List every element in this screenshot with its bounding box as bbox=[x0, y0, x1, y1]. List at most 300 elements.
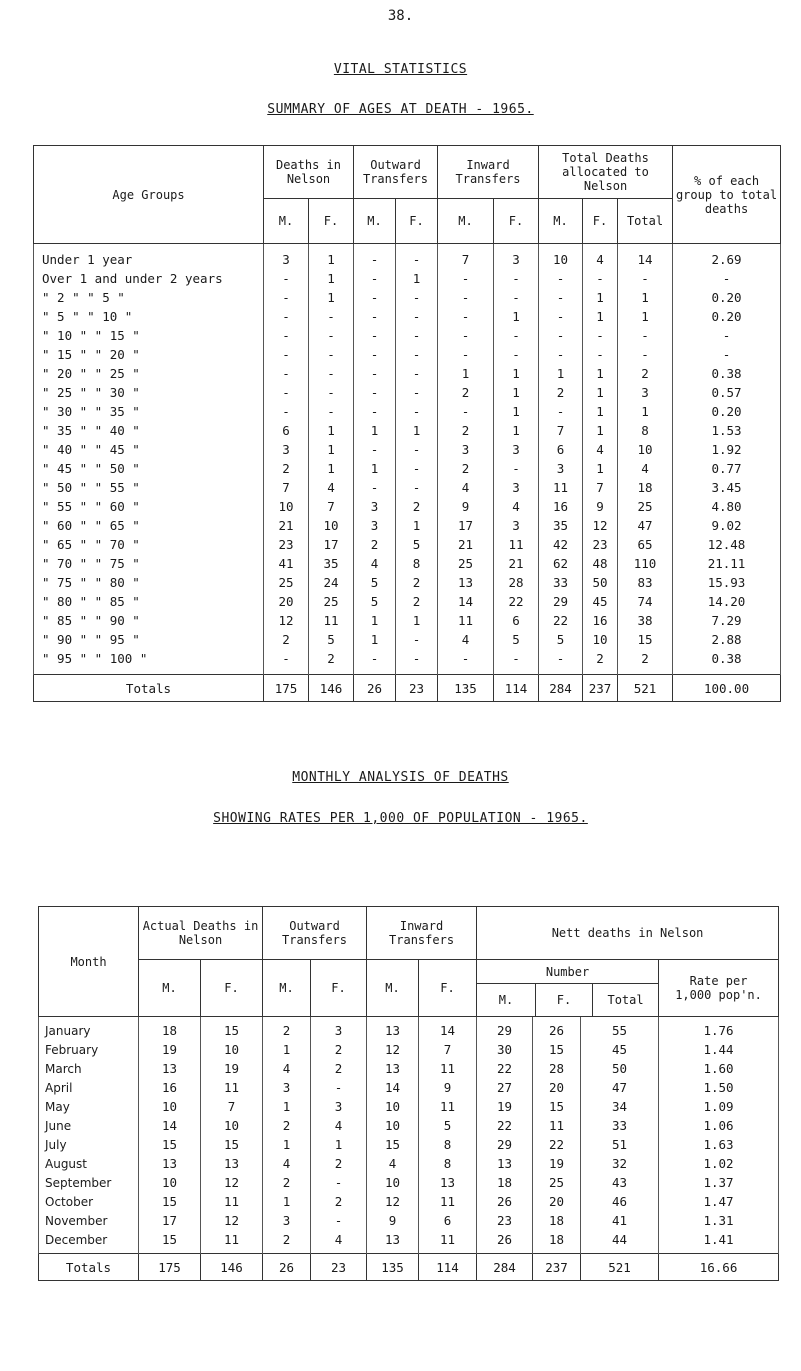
table-row bbox=[34, 288, 781, 307]
table-row bbox=[34, 364, 781, 383]
table-cell: 15 bbox=[533, 1040, 581, 1059]
table-cell: 1.76 bbox=[659, 1017, 779, 1041]
table-cell: 2 bbox=[309, 649, 354, 675]
table-cell: 2 bbox=[396, 497, 438, 516]
table-cell: 1.47 bbox=[659, 1192, 779, 1211]
table-cell: 2 bbox=[438, 459, 494, 478]
col-f: F. bbox=[419, 960, 477, 1017]
row-label: " 25 " " 30 " bbox=[34, 383, 264, 402]
table-cell: 12 bbox=[201, 1211, 263, 1230]
nett-deaths-header: Nett deaths in Nelson bbox=[477, 907, 779, 960]
table-cell: 3 bbox=[539, 459, 583, 478]
table-cell: 3 bbox=[354, 497, 396, 516]
table-cell: 12.48 bbox=[673, 535, 781, 554]
table-cell: 4 bbox=[311, 1116, 367, 1135]
totals-cell: 100.00 bbox=[673, 675, 781, 702]
table-cell: 1 bbox=[583, 307, 618, 326]
table-cell: 7 bbox=[438, 244, 494, 270]
table-cell: - bbox=[309, 402, 354, 421]
table-row bbox=[34, 554, 781, 573]
totals-cell: 26 bbox=[354, 675, 396, 702]
table-cell: 16 bbox=[539, 497, 583, 516]
age-table-body bbox=[34, 244, 781, 702]
table-cell: 1.31 bbox=[659, 1211, 779, 1230]
table-cell: 2 bbox=[311, 1040, 367, 1059]
row-label: Over 1 and under 2 years bbox=[34, 269, 264, 288]
table-cell: 16 bbox=[583, 611, 618, 630]
table-cell: - bbox=[539, 345, 583, 364]
table-cell: 3 bbox=[494, 478, 539, 497]
table-cell: 15 bbox=[533, 1097, 581, 1116]
table-cell: 11 bbox=[438, 611, 494, 630]
actual-deaths-header: Actual Deaths in Nelson bbox=[139, 907, 263, 960]
table-cell: 3 bbox=[263, 1211, 311, 1230]
table-cell: 12 bbox=[583, 516, 618, 535]
monthly-subtitle-text: MONTHLY ANALYSIS OF DEATHS bbox=[292, 770, 509, 785]
totals-cell: 284 bbox=[477, 1254, 533, 1281]
table-cell: 13 bbox=[367, 1230, 419, 1254]
table-cell: - bbox=[264, 288, 309, 307]
table-cell: 9.02 bbox=[673, 516, 781, 535]
table-cell: 1 bbox=[309, 269, 354, 288]
table-cell: - bbox=[673, 345, 781, 364]
col-f: F. bbox=[309, 199, 354, 244]
table-cell: - bbox=[618, 345, 673, 364]
totals-cell: 237 bbox=[583, 675, 618, 702]
table-row bbox=[34, 440, 781, 459]
table-cell: - bbox=[618, 326, 673, 345]
table-cell: - bbox=[354, 345, 396, 364]
table-cell: 0.20 bbox=[673, 307, 781, 326]
table-cell: 1 bbox=[263, 1040, 311, 1059]
table-cell: 11 bbox=[201, 1078, 263, 1097]
table-cell: 0.20 bbox=[673, 288, 781, 307]
totals-row bbox=[39, 1254, 779, 1281]
table-cell: - bbox=[354, 649, 396, 675]
table-cell: 47 bbox=[618, 516, 673, 535]
table-cell: 2 bbox=[583, 649, 618, 675]
table-row bbox=[39, 1173, 779, 1192]
table-row bbox=[34, 630, 781, 649]
table-cell: - bbox=[438, 326, 494, 345]
table-cell: 29 bbox=[477, 1017, 533, 1041]
table-cell: 9 bbox=[419, 1078, 477, 1097]
table-cell: 14.20 bbox=[673, 592, 781, 611]
table-row bbox=[39, 1097, 779, 1116]
table-cell: 1.50 bbox=[659, 1078, 779, 1097]
table-cell: 42 bbox=[539, 535, 583, 554]
table-cell: 5 bbox=[539, 630, 583, 649]
table-cell: 14 bbox=[618, 244, 673, 270]
table-cell: - bbox=[264, 364, 309, 383]
table-cell: 6 bbox=[264, 421, 309, 440]
table-cell: 9 bbox=[438, 497, 494, 516]
table-cell: - bbox=[396, 630, 438, 649]
row-label: March bbox=[39, 1059, 139, 1078]
table-cell: 1 bbox=[311, 1135, 367, 1154]
table-cell: 7 bbox=[309, 497, 354, 516]
table-cell: - bbox=[264, 383, 309, 402]
row-label: " 10 " " 15 " bbox=[34, 326, 264, 345]
table-cell: 15 bbox=[139, 1192, 201, 1211]
table-cell: 14 bbox=[419, 1017, 477, 1041]
table-cell: 10 bbox=[367, 1116, 419, 1135]
table-cell: 3 bbox=[263, 1078, 311, 1097]
table-cell: - bbox=[264, 307, 309, 326]
table-cell: 18 bbox=[477, 1173, 533, 1192]
table-cell: - bbox=[396, 402, 438, 421]
table-row bbox=[34, 383, 781, 402]
table-row bbox=[34, 611, 781, 630]
table-cell: 8 bbox=[419, 1154, 477, 1173]
table-cell: - bbox=[354, 383, 396, 402]
percent-group-header: % of each group to total deaths bbox=[673, 146, 781, 244]
row-label: September bbox=[39, 1173, 139, 1192]
monthly-analysis-table bbox=[38, 906, 779, 1281]
table-cell: 15 bbox=[367, 1135, 419, 1154]
table-cell: - bbox=[673, 269, 781, 288]
table-cell: 10 bbox=[201, 1116, 263, 1135]
table-cell: 2.88 bbox=[673, 630, 781, 649]
row-label: " 85 " " 90 " bbox=[34, 611, 264, 630]
table-cell: 28 bbox=[533, 1059, 581, 1078]
table-cell: 4 bbox=[309, 478, 354, 497]
table-cell: 11 bbox=[309, 611, 354, 630]
totals-cell: 114 bbox=[494, 675, 539, 702]
row-label: " 5 " " 10 " bbox=[34, 307, 264, 326]
table-row bbox=[34, 459, 781, 478]
table-row bbox=[34, 535, 781, 554]
table-cell: 21 bbox=[438, 535, 494, 554]
totals-cell: 175 bbox=[139, 1254, 201, 1281]
table-cell: 10 bbox=[583, 630, 618, 649]
row-label: " 95 " " 100 " bbox=[34, 649, 264, 675]
table-cell: 8 bbox=[396, 554, 438, 573]
table-cell: 23 bbox=[264, 535, 309, 554]
age-groups-header: Age Groups bbox=[34, 146, 264, 244]
table-cell: 12 bbox=[367, 1192, 419, 1211]
table-cell: - bbox=[539, 269, 583, 288]
table-cell: 2 bbox=[618, 649, 673, 675]
table-cell: 18 bbox=[618, 478, 673, 497]
table-row bbox=[34, 649, 781, 675]
table-cell: 1 bbox=[583, 459, 618, 478]
row-label: " 30 " " 35 " bbox=[34, 402, 264, 421]
table-cell: - bbox=[264, 345, 309, 364]
table-cell: 33 bbox=[581, 1116, 659, 1135]
row-label: August bbox=[39, 1154, 139, 1173]
table-cell: 55 bbox=[581, 1017, 659, 1041]
table-row bbox=[34, 326, 781, 345]
row-label: " 60 " " 65 " bbox=[34, 516, 264, 535]
totals-cell: 26 bbox=[263, 1254, 311, 1281]
table-cell: - bbox=[396, 326, 438, 345]
table-cell: 17 bbox=[438, 516, 494, 535]
table-cell: 2.69 bbox=[673, 244, 781, 270]
table-cell: 3 bbox=[494, 244, 539, 270]
table-cell: - bbox=[438, 345, 494, 364]
table-cell: 26 bbox=[477, 1192, 533, 1211]
table-cell: - bbox=[396, 244, 438, 270]
table-cell: 10 bbox=[139, 1173, 201, 1192]
table-cell: 1 bbox=[396, 269, 438, 288]
table-cell: 17 bbox=[309, 535, 354, 554]
table-cell: 5 bbox=[354, 592, 396, 611]
totals-cell: 23 bbox=[311, 1254, 367, 1281]
table-cell: 4 bbox=[263, 1154, 311, 1173]
table-cell: 10 bbox=[264, 497, 309, 516]
table-cell: - bbox=[583, 345, 618, 364]
table-cell: 3 bbox=[618, 383, 673, 402]
table-cell: - bbox=[309, 307, 354, 326]
table-cell: - bbox=[396, 345, 438, 364]
table-cell: 3 bbox=[354, 516, 396, 535]
table-cell: 25 bbox=[533, 1173, 581, 1192]
table-cell: 11 bbox=[419, 1097, 477, 1116]
age-summary-subtitle-text: SUMMARY OF AGES AT DEATH - 1965. bbox=[267, 102, 534, 117]
age-groups-table bbox=[33, 145, 781, 702]
table-cell: 41 bbox=[264, 554, 309, 573]
col-f: F. bbox=[396, 199, 438, 244]
table-row bbox=[34, 269, 781, 288]
table-cell: 1 bbox=[618, 402, 673, 421]
table-cell: 83 bbox=[618, 573, 673, 592]
table-cell: 13 bbox=[139, 1154, 201, 1173]
table-cell: 0.57 bbox=[673, 383, 781, 402]
totals-row bbox=[34, 675, 781, 702]
table-cell: 1 bbox=[583, 383, 618, 402]
table-row bbox=[34, 497, 781, 516]
table-cell: 43 bbox=[581, 1173, 659, 1192]
table-cell: - bbox=[396, 364, 438, 383]
totals-label: Totals bbox=[39, 1254, 139, 1281]
table-cell: - bbox=[309, 364, 354, 383]
table-row bbox=[39, 1230, 779, 1254]
table-cell: 2 bbox=[396, 592, 438, 611]
table-cell: 1 bbox=[494, 307, 539, 326]
table-cell: 1 bbox=[494, 402, 539, 421]
table-cell: - bbox=[309, 326, 354, 345]
table-cell: 1 bbox=[309, 288, 354, 307]
table-cell: 1 bbox=[354, 630, 396, 649]
table-cell: - bbox=[438, 269, 494, 288]
table-row bbox=[34, 592, 781, 611]
month-header: Month bbox=[39, 907, 139, 1017]
table-row bbox=[34, 573, 781, 592]
table-cell: 1 bbox=[309, 244, 354, 270]
table-cell: - bbox=[354, 440, 396, 459]
table-cell: - bbox=[354, 364, 396, 383]
totals-cell: 23 bbox=[396, 675, 438, 702]
totals-cell: 16.66 bbox=[659, 1254, 779, 1281]
table-cell: 15 bbox=[139, 1135, 201, 1154]
table-cell: 4 bbox=[438, 630, 494, 649]
table-cell: - bbox=[354, 269, 396, 288]
row-label: " 50 " " 55 " bbox=[34, 478, 264, 497]
table-cell: 62 bbox=[539, 554, 583, 573]
row-label: " 90 " " 95 " bbox=[34, 630, 264, 649]
table-cell: 1.44 bbox=[659, 1040, 779, 1059]
table-cell: - bbox=[264, 402, 309, 421]
table-cell: 21 bbox=[494, 554, 539, 573]
table-cell: 26 bbox=[477, 1230, 533, 1254]
table-cell: 5 bbox=[494, 630, 539, 649]
table-cell: 8 bbox=[618, 421, 673, 440]
table-cell: 1 bbox=[618, 288, 673, 307]
table-row bbox=[39, 1040, 779, 1059]
table-cell: 3 bbox=[311, 1097, 367, 1116]
table-cell: 10 bbox=[618, 440, 673, 459]
table-cell: 15 bbox=[201, 1017, 263, 1041]
table-cell: 2 bbox=[354, 535, 396, 554]
table-cell: 11 bbox=[539, 478, 583, 497]
table-cell: - bbox=[354, 244, 396, 270]
table-cell: - bbox=[396, 307, 438, 326]
table-cell: 10 bbox=[139, 1097, 201, 1116]
table-cell: 10 bbox=[367, 1173, 419, 1192]
table-cell: 38 bbox=[618, 611, 673, 630]
table-cell: 0.77 bbox=[673, 459, 781, 478]
table-cell: 2 bbox=[618, 364, 673, 383]
table-row bbox=[34, 402, 781, 421]
table-cell: - bbox=[583, 326, 618, 345]
table-cell: 21 bbox=[264, 516, 309, 535]
table-cell: 1.06 bbox=[659, 1116, 779, 1135]
col-m: M. bbox=[539, 199, 583, 244]
table-cell: 13 bbox=[477, 1154, 533, 1173]
col-total: Total bbox=[592, 984, 658, 1016]
row-label: " 65 " " 70 " bbox=[34, 535, 264, 554]
table-cell: 1 bbox=[309, 459, 354, 478]
table-cell: 25 bbox=[264, 573, 309, 592]
table-cell: 15 bbox=[201, 1135, 263, 1154]
table-cell: - bbox=[396, 383, 438, 402]
table-cell: 6 bbox=[494, 611, 539, 630]
number-subheaders bbox=[477, 984, 658, 1016]
table-cell: 35 bbox=[539, 516, 583, 535]
rate-header: Rate per 1,000 pop'n. bbox=[659, 960, 779, 1017]
row-label: " 20 " " 25 " bbox=[34, 364, 264, 383]
row-label: " 15 " " 20 " bbox=[34, 345, 264, 364]
outward-transfers-header: Outward Transfers bbox=[263, 907, 367, 960]
table-cell: 1 bbox=[494, 421, 539, 440]
table-cell: 2 bbox=[264, 459, 309, 478]
row-label: April bbox=[39, 1078, 139, 1097]
table-cell: 3 bbox=[494, 516, 539, 535]
table-cell: 20 bbox=[264, 592, 309, 611]
table-cell: 3 bbox=[494, 440, 539, 459]
table-cell: 2 bbox=[263, 1017, 311, 1041]
table-cell: 25 bbox=[309, 592, 354, 611]
table-cell: - bbox=[354, 402, 396, 421]
table-cell: - bbox=[311, 1173, 367, 1192]
inward-transfers-header: Inward Transfers bbox=[438, 146, 539, 199]
table-cell: - bbox=[618, 269, 673, 288]
col-f: F. bbox=[201, 960, 263, 1017]
table-cell: 1 bbox=[494, 383, 539, 402]
table-cell: 14 bbox=[438, 592, 494, 611]
table-cell: 1.02 bbox=[659, 1154, 779, 1173]
row-label: " 2 " " 5 " bbox=[34, 288, 264, 307]
row-label: " 70 " " 75 " bbox=[34, 554, 264, 573]
table-cell: 4 bbox=[438, 478, 494, 497]
col-f: F. bbox=[535, 984, 592, 1016]
table-cell: 14 bbox=[139, 1116, 201, 1135]
table-cell: - bbox=[494, 288, 539, 307]
table-cell: 1.63 bbox=[659, 1135, 779, 1154]
table-cell: 65 bbox=[618, 535, 673, 554]
col-f: F. bbox=[583, 199, 618, 244]
table-cell: - bbox=[396, 459, 438, 478]
col-f: F. bbox=[311, 960, 367, 1017]
totals-cell: 521 bbox=[581, 1254, 659, 1281]
table-cell: 1 bbox=[618, 307, 673, 326]
table-cell: - bbox=[539, 307, 583, 326]
table-cell: 11 bbox=[533, 1116, 581, 1135]
table-cell: - bbox=[311, 1078, 367, 1097]
table-cell: 11 bbox=[419, 1059, 477, 1078]
table-cell: 1 bbox=[263, 1135, 311, 1154]
table-cell: - bbox=[494, 459, 539, 478]
table-cell: 13 bbox=[367, 1017, 419, 1041]
row-label: " 55 " " 60 " bbox=[34, 497, 264, 516]
table-cell: 2 bbox=[263, 1173, 311, 1192]
table-row bbox=[34, 516, 781, 535]
table-cell: 9 bbox=[367, 1211, 419, 1230]
totals-cell: 114 bbox=[419, 1254, 477, 1281]
table-cell: 22 bbox=[477, 1059, 533, 1078]
row-label: November bbox=[39, 1211, 139, 1230]
table-cell: 4 bbox=[311, 1230, 367, 1254]
table-cell: 51 bbox=[581, 1135, 659, 1154]
monthly-subtitle bbox=[0, 770, 801, 785]
col-m: M. bbox=[139, 960, 201, 1017]
table-cell: 1 bbox=[263, 1097, 311, 1116]
table-cell: 2 bbox=[311, 1154, 367, 1173]
table-cell: 22 bbox=[539, 611, 583, 630]
table-cell: 110 bbox=[618, 554, 673, 573]
table-cell: - bbox=[264, 649, 309, 675]
row-label: " 75 " " 80 " bbox=[34, 573, 264, 592]
table-cell: 32 bbox=[581, 1154, 659, 1173]
col-m: M. bbox=[264, 199, 309, 244]
table-cell: 22 bbox=[533, 1135, 581, 1154]
table-row bbox=[39, 1017, 779, 1041]
table-cell: 4 bbox=[583, 244, 618, 270]
totals-cell: 284 bbox=[539, 675, 583, 702]
total-allocated-header: Total Deaths allocated to Nelson bbox=[539, 146, 673, 199]
table-cell: 18 bbox=[139, 1017, 201, 1041]
table-cell: 11 bbox=[201, 1230, 263, 1254]
table-cell: 1 bbox=[354, 611, 396, 630]
totals-cell: 175 bbox=[264, 675, 309, 702]
outward-transfers-header: Outward Transfers bbox=[354, 146, 438, 199]
table-cell: 3 bbox=[264, 440, 309, 459]
table-cell: 1 bbox=[396, 516, 438, 535]
table-row bbox=[39, 1059, 779, 1078]
table-cell: 20 bbox=[533, 1078, 581, 1097]
totals-cell: 237 bbox=[533, 1254, 581, 1281]
row-label: January bbox=[39, 1017, 139, 1041]
table-cell: 18 bbox=[533, 1211, 581, 1230]
table-cell: 3 bbox=[264, 244, 309, 270]
table-cell: 44 bbox=[581, 1230, 659, 1254]
table-cell: - bbox=[309, 383, 354, 402]
table-cell: - bbox=[539, 288, 583, 307]
table-cell: 34 bbox=[581, 1097, 659, 1116]
table-cell: 50 bbox=[583, 573, 618, 592]
deaths-in-nelson-header: Deaths in Nelson bbox=[264, 146, 354, 199]
